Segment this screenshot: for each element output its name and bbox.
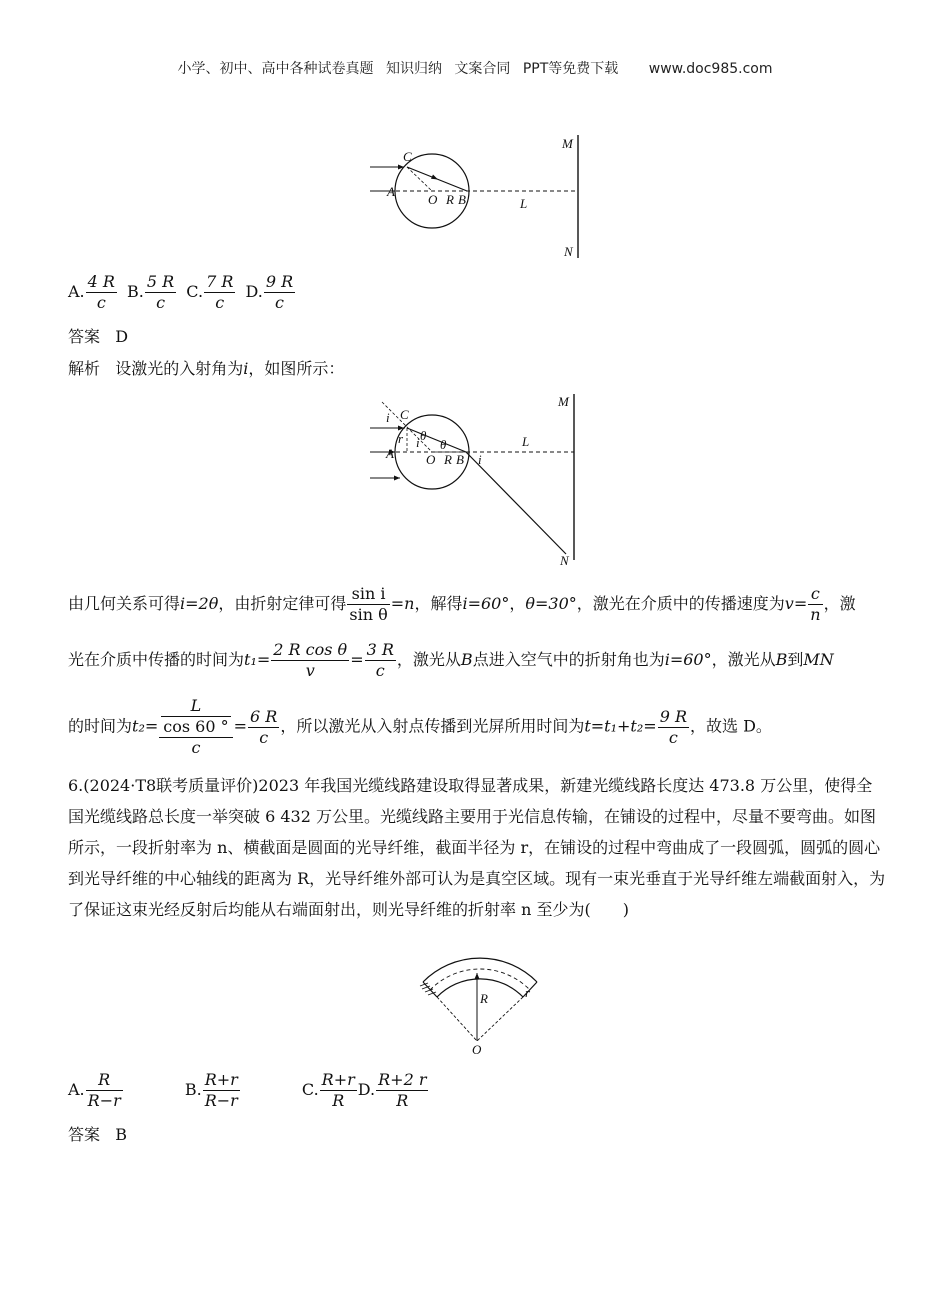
- figure-2-diagram: [360, 388, 590, 568]
- fig2-label-r2: R: [444, 452, 452, 467]
- fig2-arrowhead-bottom: [394, 476, 400, 481]
- header-text-1: 小学、初中、高中各种试卷真题: [177, 61, 374, 77]
- header-text-4: PPT等免费下载: [522, 61, 619, 77]
- fig2-label-a: A: [386, 446, 394, 461]
- fig1-radius-oc: [407, 167, 432, 191]
- fig2-label-c: C: [400, 407, 409, 422]
- q5-option-b[interactable]: B. $\frac{5 R}{c}$: [127, 272, 175, 312]
- fig3-label-r-big: R: [480, 991, 488, 1006]
- fig3-arrowhead: [475, 973, 480, 979]
- analysis-intro: 解析 设激光的入射角为i，如图所示：: [68, 359, 345, 378]
- fig3-incident-hatch: [420, 983, 436, 995]
- fig3-label-o: O: [472, 1042, 482, 1057]
- fig2-label-o: O: [426, 452, 436, 467]
- fig1-label-c: C: [403, 149, 412, 164]
- fig2-label-r: r: [398, 431, 404, 446]
- page-header: [0, 58, 950, 78]
- fig2-label-theta2: θ: [440, 437, 447, 452]
- fig2-label-l: L: [522, 434, 530, 449]
- figure-1-diagram: [360, 130, 590, 265]
- derivation-line-3: 的时间为t₂= $\frac{\frac{L}{\cos 60 ^\circ}}{c}$ = $\frac{6 R}{c}$ ，所以激光从入射点传播到光屏所用时间为t=t₁+t₂= $\frac{9 R}{c}$ ，故选 D。: [68, 696, 772, 757]
- q6-answer: 答案 B: [68, 1125, 128, 1144]
- fig3-label-r-small: r: [525, 985, 531, 1000]
- q5-option-c[interactable]: C. $\frac{7 R}{c}$: [186, 272, 234, 312]
- fig1-label-m: M: [562, 136, 573, 151]
- fig1-label-a: A: [387, 184, 395, 199]
- fig2-label-m: M: [558, 394, 569, 409]
- q5-option-d[interactable]: D. $\frac{9 R}{c}$: [245, 272, 294, 312]
- fig2-label-theta1: θ: [420, 428, 427, 443]
- fig2-exit-ray: [466, 452, 566, 554]
- fig1-label-o: O: [428, 192, 438, 207]
- header-text-2: 知识归纳: [385, 61, 442, 77]
- derivation-line-2: 光在介质中传播的时间为t₁= $\frac{\text{2 R cos θ}}{v}$ = $\frac{3 R}{c}$ ，激光从B点进入空气中的折射角也为i=60°，激光从B到MN: [68, 640, 834, 680]
- fig2-label-b: B: [456, 452, 464, 467]
- fig3-center-arc: [430, 969, 530, 990]
- fig1-label-l: L: [520, 196, 528, 211]
- fig1-label-n: N: [564, 244, 573, 259]
- fig3-left-radius: [437, 997, 477, 1041]
- question-6-text: 6.(2024·T8联考质量评价)2023 年我国光缆线路建设取得显著成果，新建光缆线路长度达 473.8 万公里，使得全国光缆线路总长度一举突破 6 432 万公里。光缆线路主要用于光信息传输，在铺设的过程中，尽量不要弯曲。如图所示，一段折射率为 n、横截面是圆面的光导纤维，截面半径为 r，在铺设的过程中弯曲成了一段圆弧，圆弧的圆心到光导纤维的中心轴线的距离为 R，光导纤维外部可认为是真空区域。现有一束光垂直于光导纤维左端截面射入，为了保证这束光经反射后均能从右端面射出，则光导纤维的折射率 n 至少为( ): [68, 776, 886, 919]
- fig2-label-n: N: [560, 553, 569, 568]
- q6-option-b[interactable]: B. $\frac{R+r}{R-r}$: [184, 1070, 238, 1110]
- fig1-label-b: B: [458, 192, 466, 207]
- q6-option-c[interactable]: C. $\frac{R+r}{R}$: [301, 1070, 355, 1110]
- fig2-label-i3: i: [478, 452, 482, 467]
- q5-answer: 答案 D: [68, 327, 129, 346]
- fig1-arrowhead-2: [431, 175, 438, 180]
- fig2-label-i2: i: [416, 435, 420, 450]
- fig1-label-r: R: [446, 192, 454, 207]
- figure-3-diagram: [410, 955, 550, 1060]
- q6-option-d[interactable]: D. $\frac{R+2 r}{R}$: [357, 1070, 427, 1110]
- q5-option-a[interactable]: A. $\frac{4 R}{c}$: [68, 272, 115, 312]
- header-text-3: 文案合同: [454, 61, 511, 77]
- q6-options: [68, 1070, 890, 1111]
- q5-options: [68, 272, 890, 313]
- derivation-line-1: 由几何关系可得i=2θ，由折射定律可得 $\frac{\text{sin i}}{\text{sin θ}}$ =n，解得i=60°，θ=30°，激光在介质中的传播速度为v= $\frac{c}{n}$ ，激: [68, 584, 856, 624]
- header-url[interactable]: www.doc985.com: [648, 61, 773, 77]
- q6-option-a[interactable]: A. $\frac{R}{R-r}$: [68, 1070, 121, 1110]
- fig2-label-i1: i: [386, 410, 390, 425]
